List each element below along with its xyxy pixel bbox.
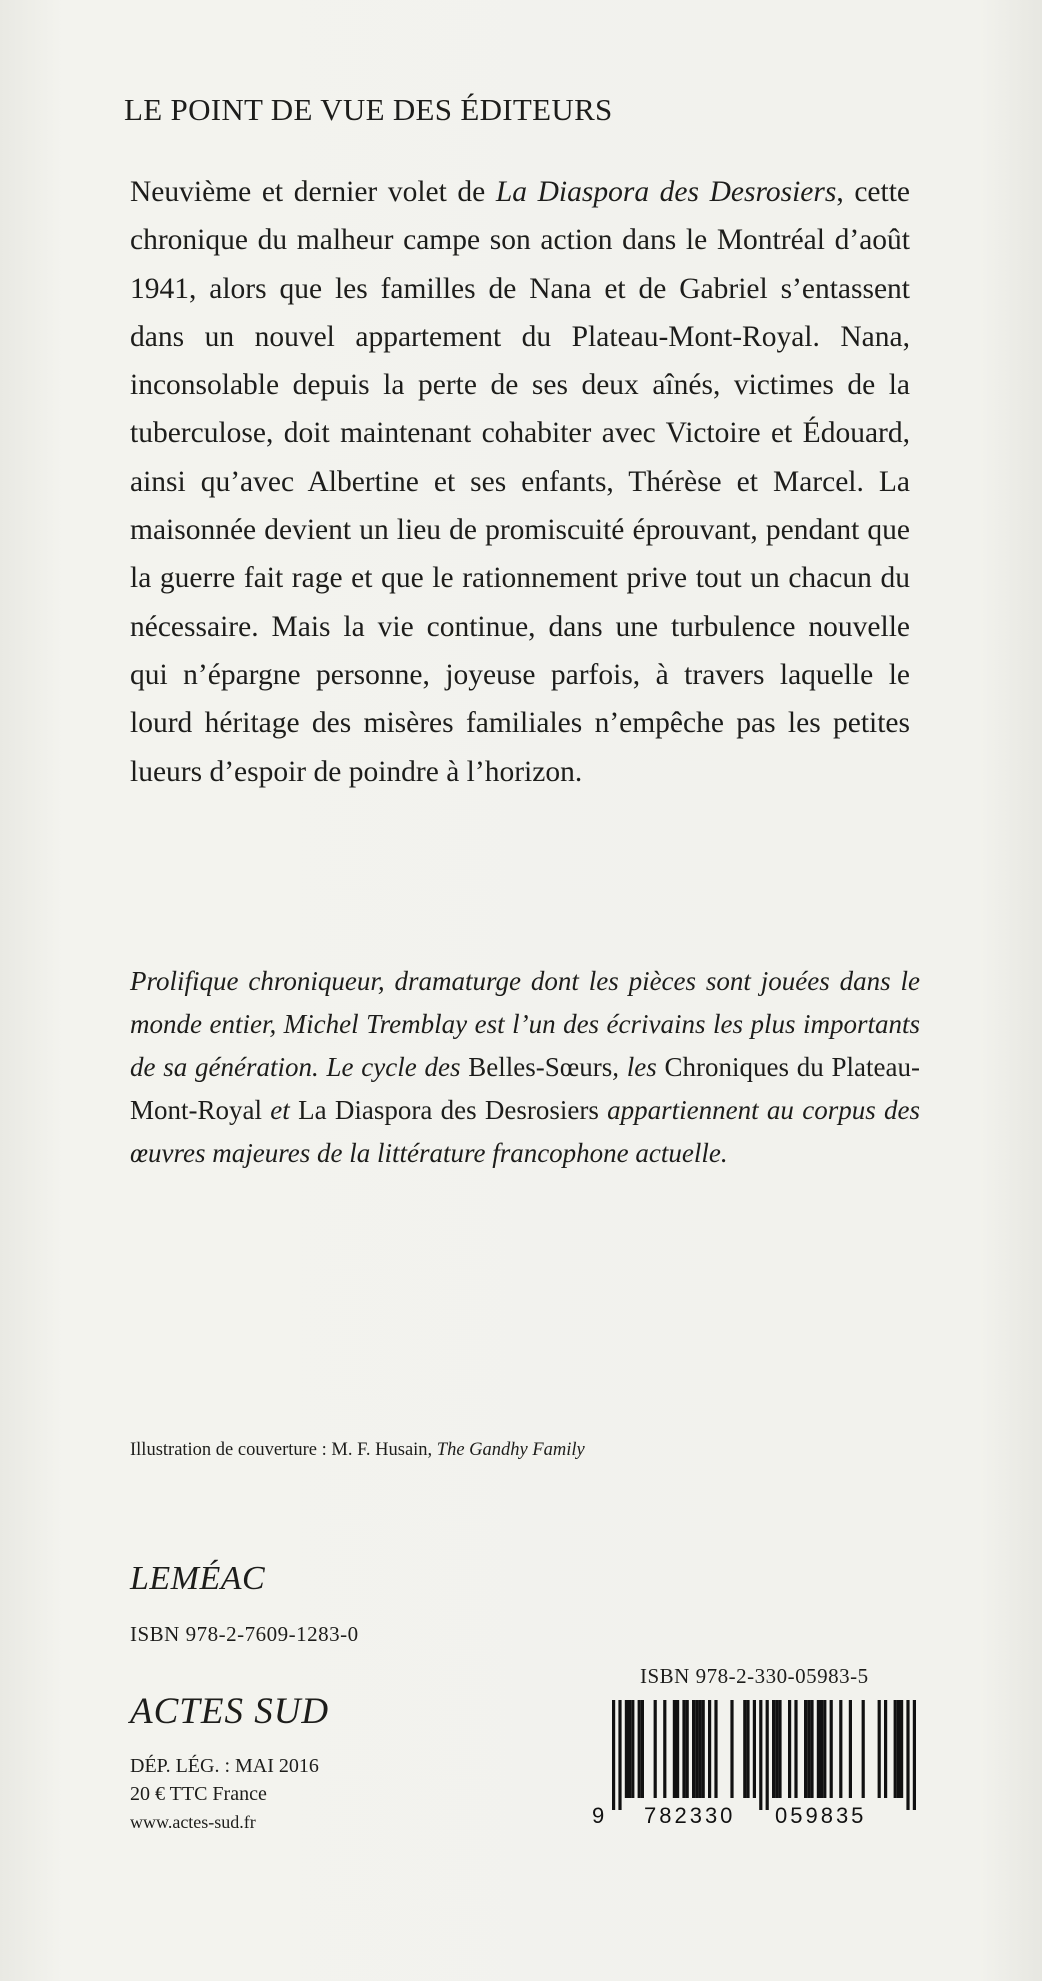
barcode-bar: [849, 1700, 852, 1798]
barcode-bar: [823, 1700, 826, 1798]
publisher-actes-sud: ACTES SUD: [130, 1691, 330, 1732]
barcode-bar: [897, 1700, 900, 1798]
barcode-bar: [708, 1700, 711, 1798]
barcode-bar: [900, 1700, 903, 1798]
barcode-bar: [676, 1700, 679, 1798]
blurb-intro: Neuvième et dernier volet de: [130, 176, 496, 208]
barcode-digits-right: 059835: [775, 1803, 867, 1826]
barcode-bar: [884, 1700, 887, 1798]
bio-part-4: appartiennent au corpus des œuvres majeures de la littérature francophone actuelle.: [130, 1095, 920, 1168]
barcode-bar: [695, 1700, 698, 1798]
barcode-digits-left: 782330: [644, 1803, 736, 1826]
publisher-leméac: LEMÉAC: [130, 1560, 266, 1597]
barcode-bar: [654, 1700, 657, 1798]
barcode-bar: [913, 1700, 916, 1810]
barcode-bar: [862, 1700, 865, 1798]
barcode-bar: [759, 1700, 762, 1810]
author-bio: [130, 960, 920, 1175]
barcode-bar: [663, 1700, 666, 1798]
barcode-bar: [631, 1700, 634, 1798]
barcode-bar: [794, 1700, 797, 1798]
barcode-bar: [612, 1700, 615, 1810]
barcode-bar: [714, 1700, 717, 1798]
barcode-bar: [820, 1700, 823, 1798]
barcode-bar: [807, 1700, 810, 1798]
bio-part-3: et: [262, 1095, 299, 1125]
barcode-bar: [730, 1700, 733, 1798]
barcode-bar: [906, 1700, 909, 1810]
barcode-bar: [788, 1700, 791, 1798]
barcode-bar: [894, 1700, 897, 1798]
barcode-bar: [810, 1700, 813, 1798]
barcode-bar: [682, 1700, 685, 1798]
cover-illustration-credit: [130, 1440, 585, 1461]
bio-part-1: Prolifique chroniqueur, dramaturge dont les pièces sont jouées dans le monde entier, Michel Tremblay est l’un des écrivains les plus importants de sa génération. Le cycle des: [130, 966, 920, 1082]
barcode-bar: [839, 1700, 842, 1798]
barcode-bar: [628, 1700, 631, 1798]
section-heading: LE POINT DE VUE DES ÉDITEURS: [124, 92, 613, 127]
barcode-bar: [878, 1700, 881, 1798]
barcode-bar: [817, 1700, 820, 1798]
credit-work: The Gandhy Family: [436, 1440, 585, 1460]
legal-info: [130, 1752, 319, 1836]
barcode-bar: [702, 1700, 705, 1798]
legal-deposit: DÉP. LÉG. : MAI 2016: [130, 1755, 319, 1777]
barcode-bar: [641, 1700, 644, 1798]
barcode-bar: [673, 1700, 676, 1798]
publisher-website: www.actes-sud.fr: [130, 1812, 256, 1832]
barcode-bar: [772, 1700, 775, 1798]
barcode-graphic: [592, 1696, 922, 1826]
barcode-bar: [830, 1700, 833, 1798]
barcode-bar: [698, 1700, 701, 1798]
bio-work-1: Belles-Sœurs: [468, 1052, 613, 1082]
barcode-bar: [743, 1700, 746, 1798]
blurb-body: , cette chronique du malheur campe son action dans le Montréal d’août 1941, alors que les familles de Nana et de Gabriel s’entassent dans un nouvel appartement du Plateau-Mont-Royal. Nana, inconsolable depuis la perte de ses deux aînés, victimes de la tuberculose, doit maintenant cohabiter avec Victoire et Édouard, ainsi qu’avec Albertine et ses enfants, Thérèse et Marcel. La maisonnée devient un lieu de promiscuité éprouvant, pendant que la guerre fait rage et que le rationnement prive tout un chacun du nécessaire. Mais la vie continue, dans une turbulence nouvelle qui n’épargne personne, joyeuse parfois, à travers laquelle le lourd héritage des misères familiales n’empêche pas les petites lueurs d’espoir de poindre à l’horizon.: [130, 176, 910, 788]
isbn-lemeac: ISBN 978-2-7609-1283-0: [130, 1622, 359, 1646]
barcode-bar: [638, 1700, 641, 1798]
barcode-bar: [778, 1700, 781, 1798]
barcode-bar: [625, 1700, 628, 1798]
price: 20 € TTC France: [130, 1783, 267, 1805]
publisher-blurb: [130, 168, 910, 796]
barcode-bar: [775, 1700, 778, 1798]
barcode-bar: [804, 1700, 807, 1798]
ean-barcode: [592, 1696, 922, 1826]
barcode-bar: [618, 1700, 621, 1810]
barcode-bar: [753, 1700, 756, 1798]
barcode-bar: [766, 1700, 769, 1810]
bio-work-3: La Diaspora des Desrosiers: [298, 1095, 599, 1125]
series-title: La Diaspora des Desrosiers: [495, 176, 837, 208]
credit-label: Illustration de couverture : M. F. Husain,: [130, 1440, 437, 1460]
barcode-bar: [692, 1700, 695, 1798]
bio-work-2: Chroniques du Plateau-Mont-Royal: [130, 1052, 920, 1125]
barcode-lead-digit: 9: [592, 1803, 605, 1826]
barcode-bar: [746, 1700, 749, 1798]
bio-part-2: , les: [612, 1052, 665, 1082]
barcode-bar: [686, 1700, 689, 1798]
isbn-actes-sud: ISBN 978-2-330-05983-5: [640, 1664, 869, 1688]
